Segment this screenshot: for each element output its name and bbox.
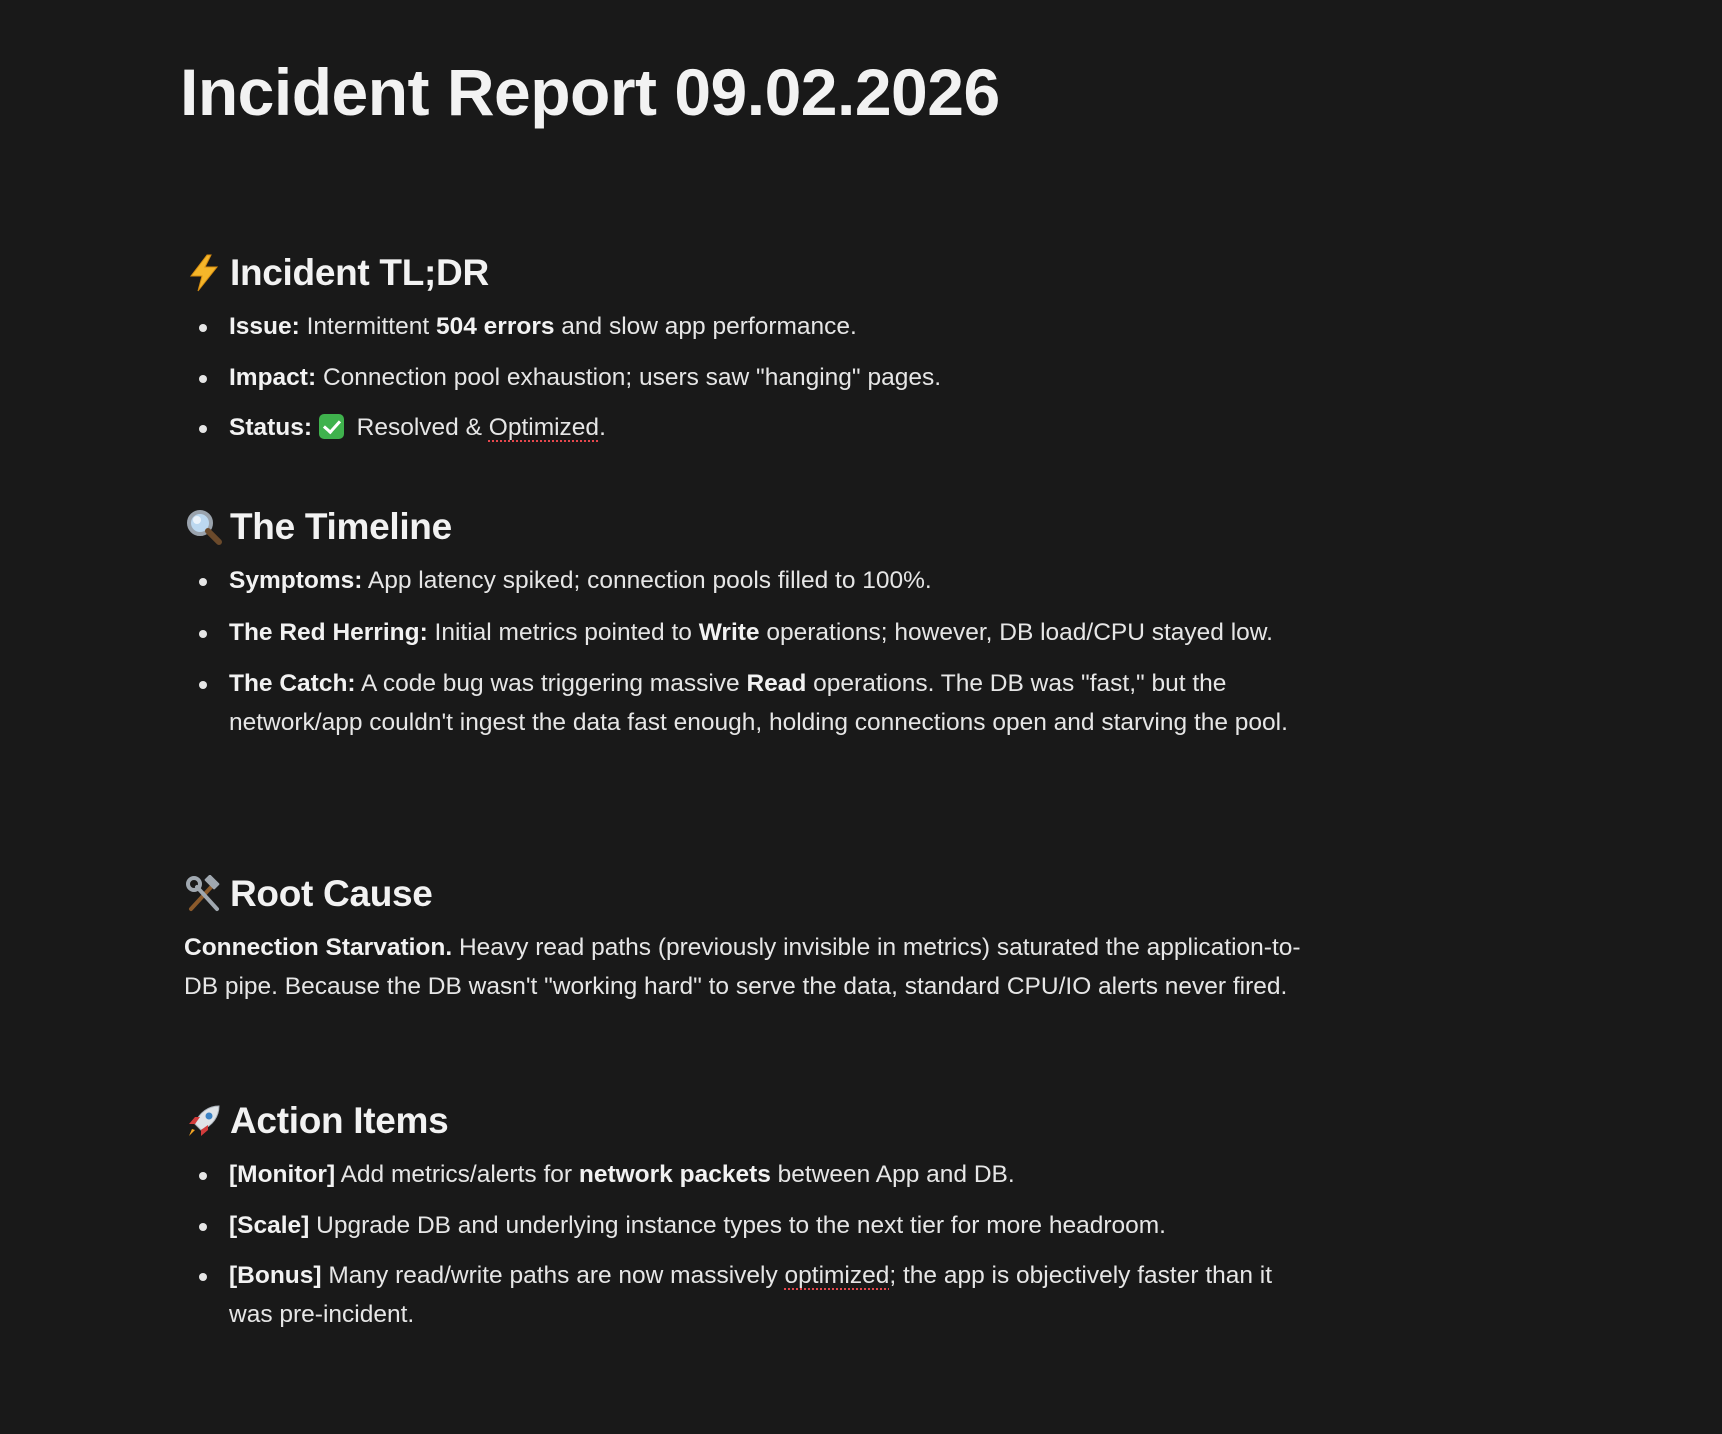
action-items-list — [184, 1156, 1320, 1334]
check-mark-icon — [319, 414, 344, 439]
item-text: A code bug was triggering massive — [355, 670, 747, 697]
section-root-cause — [184, 871, 1320, 1006]
hammer-and-wrench-icon — [184, 874, 224, 914]
section-timeline — [184, 504, 1320, 742]
magnifying-glass-icon — [184, 507, 224, 547]
item-bold: Read — [746, 670, 807, 697]
tldr-heading-text: Incident TL;DR — [230, 252, 489, 293]
item-text: Initial metrics pointed to — [427, 618, 699, 646]
item-label: Status: — [229, 414, 313, 441]
list-item[interactable] — [184, 1257, 1320, 1334]
rocket-icon — [184, 1101, 224, 1141]
item-label: [Bonus] — [229, 1262, 322, 1289]
timeline-list — [184, 562, 1320, 742]
root-cause-text: Heavy read paths (previously invisible in metrics) saturated the application-to-DB pipe. Because the DB wasn't "working hard" to serve the data, standard CPU/IO alerts never fired. — [184, 934, 1301, 1000]
list-item[interactable] — [184, 1207, 1320, 1246]
item-text: Add metrics/alerts for — [335, 1161, 579, 1188]
root-cause-heading[interactable] — [184, 871, 1320, 917]
item-text: Upgrade DB and underlying instance types to the next tier for more headroom. — [309, 1211, 1166, 1239]
item-text: operations; however, DB load/CPU stayed low. — [759, 618, 1273, 646]
spellcheck-word[interactable]: optimized — [784, 1262, 890, 1289]
action-items-heading[interactable] — [184, 1098, 1320, 1144]
item-label: [Scale] — [229, 1211, 310, 1239]
document-page — [180, 0, 1320, 1328]
tldr-list — [184, 308, 1320, 448]
root-cause-heading-text: Root Cause — [230, 873, 433, 914]
tldr-heading[interactable] — [184, 250, 1320, 296]
item-text: Connection pool exhaustion; users saw "hanging" pages. — [316, 363, 941, 391]
item-text: Intermittent — [299, 313, 436, 340]
item-label: The Catch: — [229, 670, 356, 697]
spellcheck-word[interactable]: Optimized — [488, 414, 600, 441]
timeline-heading[interactable] — [184, 504, 1320, 550]
lightning-icon — [184, 253, 224, 293]
item-label: Symptoms: — [229, 567, 363, 594]
action-items-heading-text: Action Items — [230, 1100, 449, 1141]
item-label: Issue: — [229, 313, 300, 340]
list-item[interactable] — [184, 665, 1320, 742]
item-label: Impact: — [229, 363, 317, 391]
list-item[interactable] — [184, 409, 1320, 448]
section-action-items — [184, 1098, 1320, 1334]
item-label: [Monitor] — [229, 1161, 336, 1188]
item-text: App latency spiked; connection pools filled to 100%. — [362, 567, 932, 594]
list-item[interactable] — [184, 1156, 1320, 1195]
item-text: between App and DB. — [770, 1161, 1015, 1188]
timeline-heading-text: The Timeline — [230, 506, 452, 547]
item-text: and slow app performance. — [554, 313, 857, 340]
list-item[interactable] — [184, 614, 1320, 653]
list-item[interactable] — [184, 359, 1320, 398]
item-text: operations. The DB was "fast," but the network/app couldn't ingest the data fast enough, holding connections open and starving the pool. — [229, 670, 1288, 736]
root-cause-paragraph[interactable] — [184, 929, 1320, 1006]
item-text: ; the app is objectively faster than it was pre-incident. — [229, 1262, 1273, 1328]
section-tldr — [184, 250, 1320, 448]
item-bold: network packets — [578, 1161, 771, 1188]
item-text: Many read/write paths are now massively — [321, 1262, 785, 1289]
list-item[interactable] — [184, 308, 1320, 347]
root-cause-label: Connection Starvation. — [184, 934, 453, 961]
item-label: The Red Herring: — [229, 618, 428, 646]
item-bold: Write — [698, 618, 760, 646]
item-text: . — [599, 414, 606, 441]
list-item[interactable] — [184, 562, 1320, 601]
item-text: Resolved & — [349, 414, 489, 441]
page-title[interactable]: Incident Report 09.02.2026 — [180, 55, 1000, 129]
item-bold: 504 errors — [435, 313, 555, 340]
